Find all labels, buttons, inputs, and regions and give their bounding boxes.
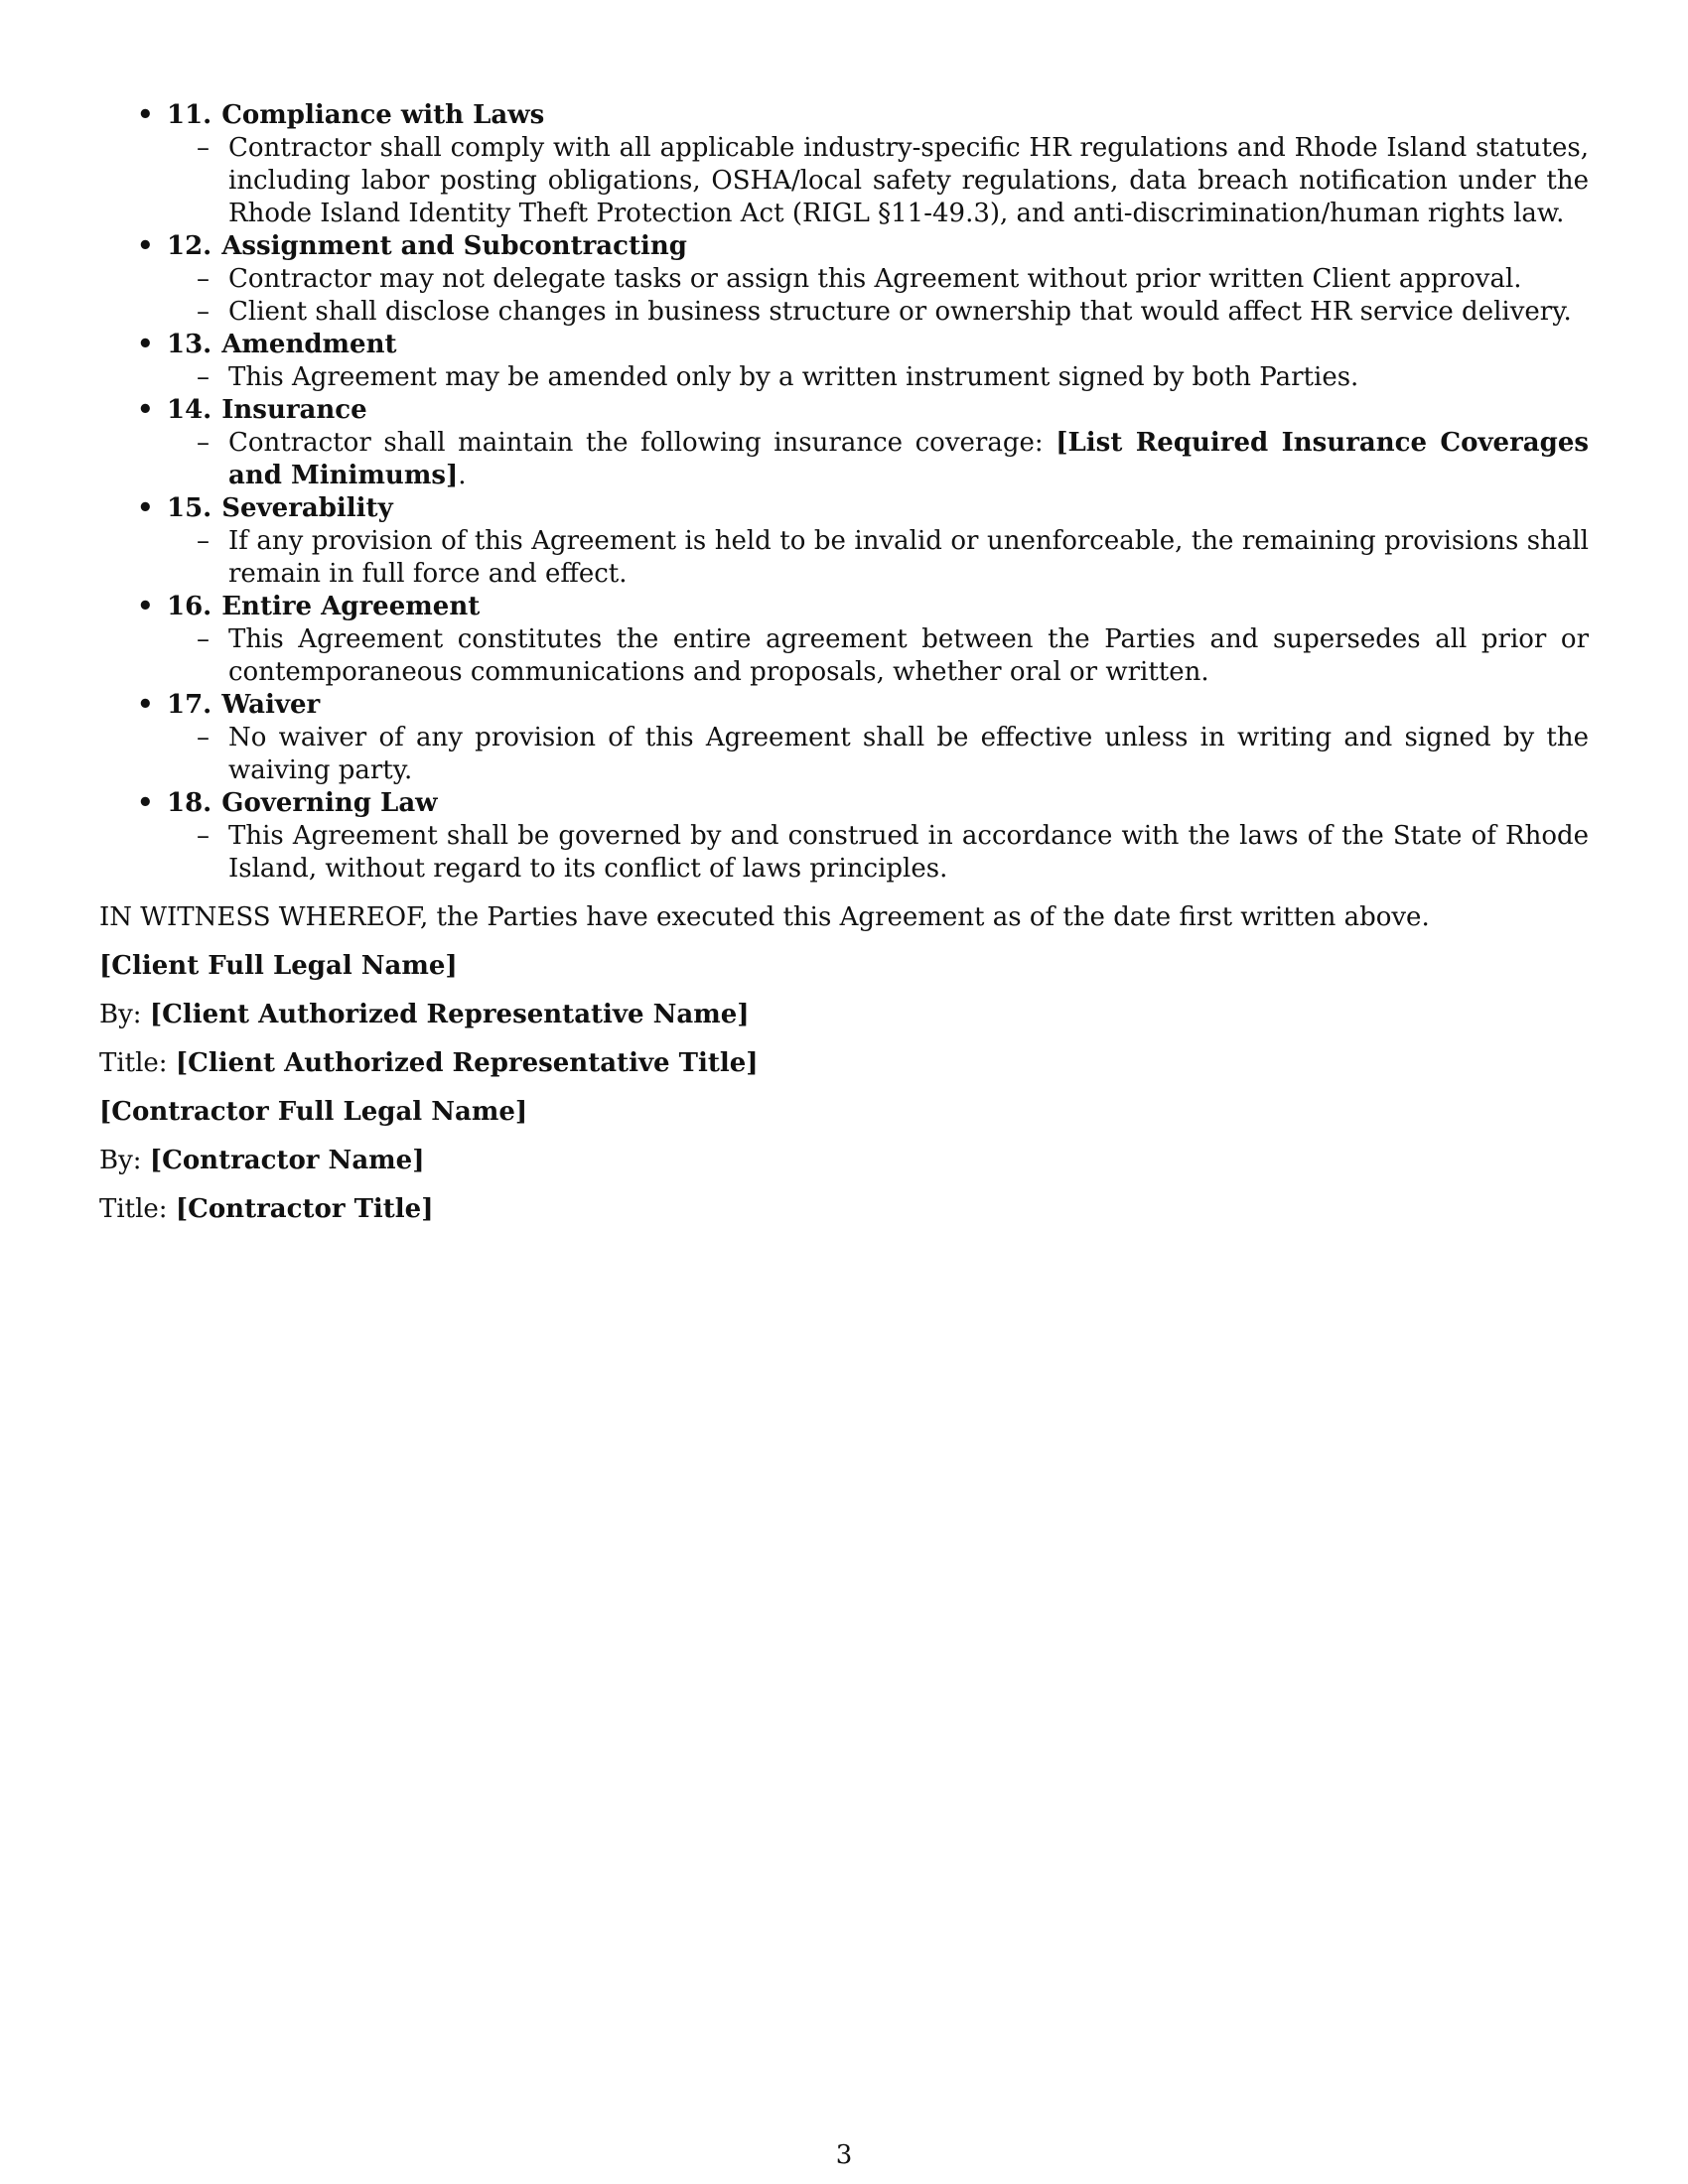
section-title: Severability <box>221 493 393 523</box>
section-item <box>99 230 1589 329</box>
section-number: 11. <box>167 100 212 130</box>
section-title: Waiver <box>221 690 321 720</box>
clause-text: This Agreement shall be governed by and construed in accordance with the laws of the State of Rhode Island, without regard to its conflict of laws principles. <box>228 821 1589 884</box>
contractor-representative-name: [Contractor Name] <box>149 1146 425 1175</box>
section-item <box>99 689 1589 787</box>
dash-icon: – <box>197 723 210 752</box>
clause-list <box>167 427 1589 492</box>
dash-icon: – <box>197 526 210 556</box>
clause-text: This Agreement may be amended only by a written instrument signed by both Parties. <box>228 362 1359 392</box>
clause-item <box>167 361 1589 394</box>
section-heading <box>167 99 1589 132</box>
clause-item <box>167 623 1589 689</box>
witness-statement: IN WITNESS WHEREOF, the Parties have executed this Agreement as of the date first written above. <box>99 902 1430 932</box>
section-number: 12. <box>167 231 212 261</box>
contractor-name: [Contractor Full Legal Name] <box>99 1097 528 1127</box>
section-item <box>99 99 1589 230</box>
section-number: 13. <box>167 330 212 359</box>
clause-list <box>167 132 1589 230</box>
dash-icon: – <box>197 624 210 654</box>
clause-placeholder: [List Required Insurance Coverages and Minimums] <box>228 428 1589 490</box>
dash-icon: – <box>197 297 210 327</box>
contractor-title-line <box>99 1193 1589 1226</box>
dash-icon: – <box>197 133 210 163</box>
clause-list <box>167 722 1589 787</box>
section-item <box>99 329 1589 394</box>
dash-icon: – <box>197 362 210 392</box>
section-number: 14. <box>167 395 212 425</box>
section-title: Insurance <box>221 395 367 425</box>
page-number: 3 <box>835 2140 853 2170</box>
clause-item <box>167 722 1589 787</box>
client-representative-title: [Client Authorized Representative Title] <box>175 1048 759 1078</box>
client-name: [Client Full Legal Name] <box>99 951 458 981</box>
contractor-by-label: By: <box>99 1146 150 1175</box>
section-title: Amendment <box>221 330 397 359</box>
section-number: 17. <box>167 690 212 720</box>
clause-text: This Agreement constitutes the entire agreement between the Parties and supersedes all prior or contemporaneous communications and proposals, whether oral or written. <box>228 624 1589 687</box>
bullet-icon: • <box>137 690 154 720</box>
bullet-icon: • <box>137 100 154 130</box>
section-list <box>99 99 1589 886</box>
clause-item <box>167 296 1589 329</box>
clause-item <box>167 525 1589 591</box>
clause-item <box>167 263 1589 296</box>
section-heading <box>167 492 1589 525</box>
section-item <box>99 591 1589 689</box>
section-title: Governing Law <box>221 788 438 818</box>
clause-text-end: . <box>458 461 467 490</box>
clause-item <box>167 132 1589 230</box>
section-heading <box>167 591 1589 623</box>
clause-text: If any provision of this Agreement is held to be invalid or unenforceable, the remaining provisions shall remain in full force and effect. <box>228 526 1589 589</box>
section-number: 16. <box>167 592 212 621</box>
clause-text: Contractor shall comply with all applicable industry-specific HR regulations and Rhode Island statutes, including labor posting obligations, OSHA/local safety regulations, data breach notification under the Rhode Island Identity Theft Protection Act (RIGL §11-49.3), and anti-discrimination/human rights law. <box>228 133 1589 228</box>
section-heading <box>167 787 1589 820</box>
section-number: 18. <box>167 788 212 818</box>
client-by-label: By: <box>99 1000 150 1029</box>
clause-list <box>167 623 1589 689</box>
bullet-icon: • <box>137 592 154 621</box>
section-title: Compliance with Laws <box>221 100 545 130</box>
section-heading <box>167 394 1589 427</box>
dash-icon: – <box>197 264 210 294</box>
clause-list <box>167 361 1589 394</box>
clause-text: Contractor shall maintain the following insurance coverage: <box>228 428 1056 458</box>
client-representative-name: [Client Authorized Representative Name] <box>149 1000 750 1029</box>
dash-icon: – <box>197 821 210 851</box>
client-by-line <box>99 999 1589 1031</box>
section-heading <box>167 689 1589 722</box>
bullet-icon: • <box>137 231 154 261</box>
section-item <box>99 394 1589 492</box>
client-title-label: Title: <box>99 1048 176 1078</box>
clause-list <box>167 820 1589 886</box>
section-heading <box>167 230 1589 263</box>
client-title-line <box>99 1047 1589 1080</box>
section-title: Assignment and Subcontracting <box>221 231 687 261</box>
section-number: 15. <box>167 493 212 523</box>
contractor-title-label: Title: <box>99 1194 176 1224</box>
bullet-icon: • <box>137 395 154 425</box>
section-title: Entire Agreement <box>221 592 481 621</box>
section-heading <box>167 329 1589 361</box>
section-item <box>99 787 1589 886</box>
clause-text: Client shall disclose changes in business structure or ownership that would affect HR service delivery. <box>228 297 1572 327</box>
dash-icon: – <box>197 428 210 458</box>
contractor-representative-title: [Contractor Title] <box>175 1194 434 1224</box>
clause-item <box>167 427 1589 492</box>
clause-list <box>167 263 1589 329</box>
document-page <box>99 99 1589 1226</box>
bullet-icon: • <box>137 788 154 818</box>
clause-item <box>167 820 1589 886</box>
clause-text: Contractor may not delegate tasks or assign this Agreement without prior written Client approval. <box>228 264 1522 294</box>
contractor-by-line <box>99 1145 1589 1177</box>
clause-text: No waiver of any provision of this Agreement shall be effective unless in writing and signed by the waiving party. <box>228 723 1589 785</box>
section-item <box>99 492 1589 591</box>
bullet-icon: • <box>137 330 154 359</box>
bullet-icon: • <box>137 493 154 523</box>
clause-list <box>167 525 1589 591</box>
